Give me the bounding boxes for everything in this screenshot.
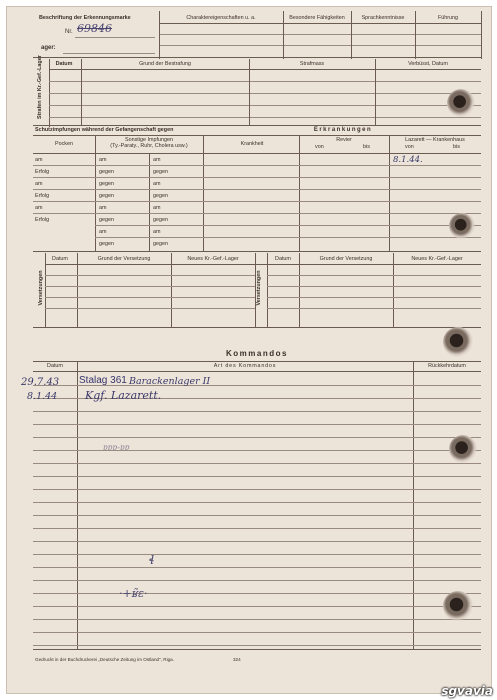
strafen-strafmass-header: Strafmass bbox=[299, 61, 325, 67]
lager-label: ager: bbox=[41, 45, 56, 51]
fuehrung-header: Führung bbox=[437, 15, 459, 21]
impf-col3-row-7: am bbox=[153, 229, 161, 235]
kommandos-rule bbox=[33, 424, 481, 425]
pocken-row-1: am bbox=[35, 157, 43, 163]
erkrankungen-header: Erkrankungen bbox=[313, 127, 373, 133]
versetzungen-side-label-left: Versetzungen bbox=[38, 270, 44, 306]
punch-hole bbox=[449, 435, 477, 463]
impf-col3-row-2: gegen bbox=[153, 169, 168, 175]
kommandos-rule bbox=[33, 515, 481, 516]
charakter-header: Charaktereigenschaften u. a. bbox=[186, 15, 256, 21]
pocken-row-5: am bbox=[35, 205, 43, 211]
strafen-verbuesst-header: Verbüsst, Datum bbox=[408, 61, 448, 67]
lazarett-von: von bbox=[405, 144, 414, 150]
kommandos-rule bbox=[33, 567, 481, 568]
impf-col3-row-8: gegen bbox=[153, 241, 168, 247]
personnel-card bbox=[6, 6, 492, 694]
nr-value: 69846 bbox=[77, 22, 112, 35]
strafen-side-label: Strafen im Kr.-Gef.-Lager bbox=[37, 55, 43, 119]
pocken-row-3: am bbox=[35, 181, 43, 187]
top-bottom-line bbox=[33, 57, 481, 58]
revier-header: Revier bbox=[336, 137, 352, 143]
strafen-grund-header: Grund der Bestrafung bbox=[139, 61, 191, 67]
impf-col2-row-6: gegen bbox=[99, 217, 114, 223]
punch-hole bbox=[447, 89, 475, 117]
revier-von: von bbox=[315, 144, 324, 150]
vers-left-neues-lager: Neues Kr.-Gef.-Lager bbox=[187, 256, 239, 262]
impf-col3-row-5: am bbox=[153, 205, 161, 211]
kommandos-datum-header: Datum bbox=[47, 363, 63, 369]
kommandos-art-header: Art des Kommandos bbox=[213, 363, 277, 369]
scribble-1: ɐɐɐ-ɐɐ bbox=[103, 443, 130, 452]
kommandos-rule bbox=[33, 632, 481, 633]
impf-col2-row-7: am bbox=[99, 229, 107, 235]
kommando-1-datum: 29.7.43 bbox=[21, 377, 60, 388]
sonstige-header-1: Sonstige Impfungen bbox=[125, 137, 173, 143]
kommandos-rule bbox=[33, 437, 481, 438]
imprint: Gedruckt in der Buchdruckerei „Deutsche Zeitung im Ostland", Riga. bbox=[35, 657, 174, 662]
vers-left-datum: Datum bbox=[52, 256, 68, 262]
impf-col3-row-3: am bbox=[153, 181, 161, 187]
lazarett-von-value: 8.1.44. bbox=[393, 155, 423, 165]
pocken-header: Pocken bbox=[55, 141, 73, 147]
kommandos-rule bbox=[33, 411, 481, 412]
sonstige-header-2: (Ty.-Paraty., Ruhr, Cholera usw.) bbox=[110, 143, 188, 149]
imprint-number: 324 bbox=[233, 657, 241, 662]
lazarett-header: Lazarett — Krankenhaus bbox=[405, 137, 465, 143]
kommandos-rule bbox=[33, 463, 481, 464]
impf-col3-row-4: gegen bbox=[153, 193, 168, 199]
top-header-line bbox=[159, 23, 481, 24]
kommandos-title: Kommandos bbox=[226, 349, 288, 358]
kommandos-rule bbox=[33, 593, 481, 594]
vers-right-neues-lager: Neues Kr.-Gef.-Lager bbox=[411, 256, 463, 262]
kommandos-rule bbox=[33, 645, 481, 646]
impf-col3-row-6: gegen bbox=[153, 217, 168, 223]
kommandos-rule bbox=[33, 619, 481, 620]
kommandos-rule bbox=[33, 554, 481, 555]
lazarett-bis: bis bbox=[453, 144, 460, 150]
punch-hole bbox=[443, 591, 473, 621]
kommando-1-stamp: Stalag 361 bbox=[79, 375, 127, 386]
revier-bis: bis bbox=[363, 144, 370, 150]
kommandos-rule bbox=[33, 489, 481, 490]
punch-hole bbox=[443, 327, 473, 357]
kommando-1-art: Barackenlager II bbox=[129, 376, 211, 387]
pocken-row-2: Erfolg bbox=[35, 169, 50, 175]
pocken-row-4: Erfolg bbox=[35, 193, 50, 199]
kommandos-rule bbox=[33, 502, 481, 503]
kommandos-rule bbox=[33, 528, 481, 529]
nr-line bbox=[75, 37, 155, 38]
impf-col2-row-8: gegen bbox=[99, 241, 114, 247]
faehigkeiten-header: Besondere Fähigkeiten bbox=[289, 15, 345, 21]
nr-label: Nr. bbox=[65, 29, 73, 35]
watermark: sgvavia bbox=[441, 684, 493, 698]
vers-right-grund: Grund der Versetzung bbox=[319, 256, 373, 262]
strafen-datum-header: Datum bbox=[55, 61, 73, 67]
kommandos-rueckkehr-header: Rückkehrdatum bbox=[428, 363, 466, 369]
kommandos-rule bbox=[33, 541, 481, 542]
marke-header: Beschriftung der Erkennungsmarke bbox=[39, 15, 131, 21]
kommandos-rule bbox=[33, 606, 481, 607]
scribble-3: ·+ʁ̃ɛ· bbox=[119, 587, 148, 600]
sprachen-header: Sprachkenntnisse bbox=[361, 15, 405, 21]
impf-col3-row-1: am bbox=[153, 157, 161, 163]
pocken-row-6: Erfolg bbox=[35, 217, 50, 223]
impf-col2-row-4: gegen bbox=[99, 193, 114, 199]
vers-right-datum: Datum bbox=[275, 256, 291, 262]
versetzungen-side-label-right: Versetzungen bbox=[256, 270, 262, 306]
vers-left-grund: Grund der Versetzung bbox=[97, 256, 151, 262]
impf-col2-row-3: gegen bbox=[99, 181, 114, 187]
kommando-2-datum: 8.1.44 bbox=[27, 391, 58, 402]
kommandos-rule bbox=[33, 450, 481, 451]
impf-col2-row-1: am bbox=[99, 157, 107, 163]
impf-col2-row-2: gegen bbox=[99, 169, 114, 175]
kommandos-rule bbox=[33, 580, 481, 581]
kommando-2-art: Kgf. Lazarett. bbox=[85, 389, 162, 402]
impfungen-header: Schutzimpfungen während der Gefangenschaft gegen bbox=[35, 127, 174, 133]
lager-line bbox=[63, 53, 155, 54]
impf-col2-row-5: am bbox=[99, 205, 107, 211]
kommandos-rule bbox=[33, 476, 481, 477]
punch-hole bbox=[449, 213, 475, 239]
krankheit-header: Krankheit bbox=[240, 141, 264, 147]
scribble-2: ɬ bbox=[149, 553, 155, 567]
